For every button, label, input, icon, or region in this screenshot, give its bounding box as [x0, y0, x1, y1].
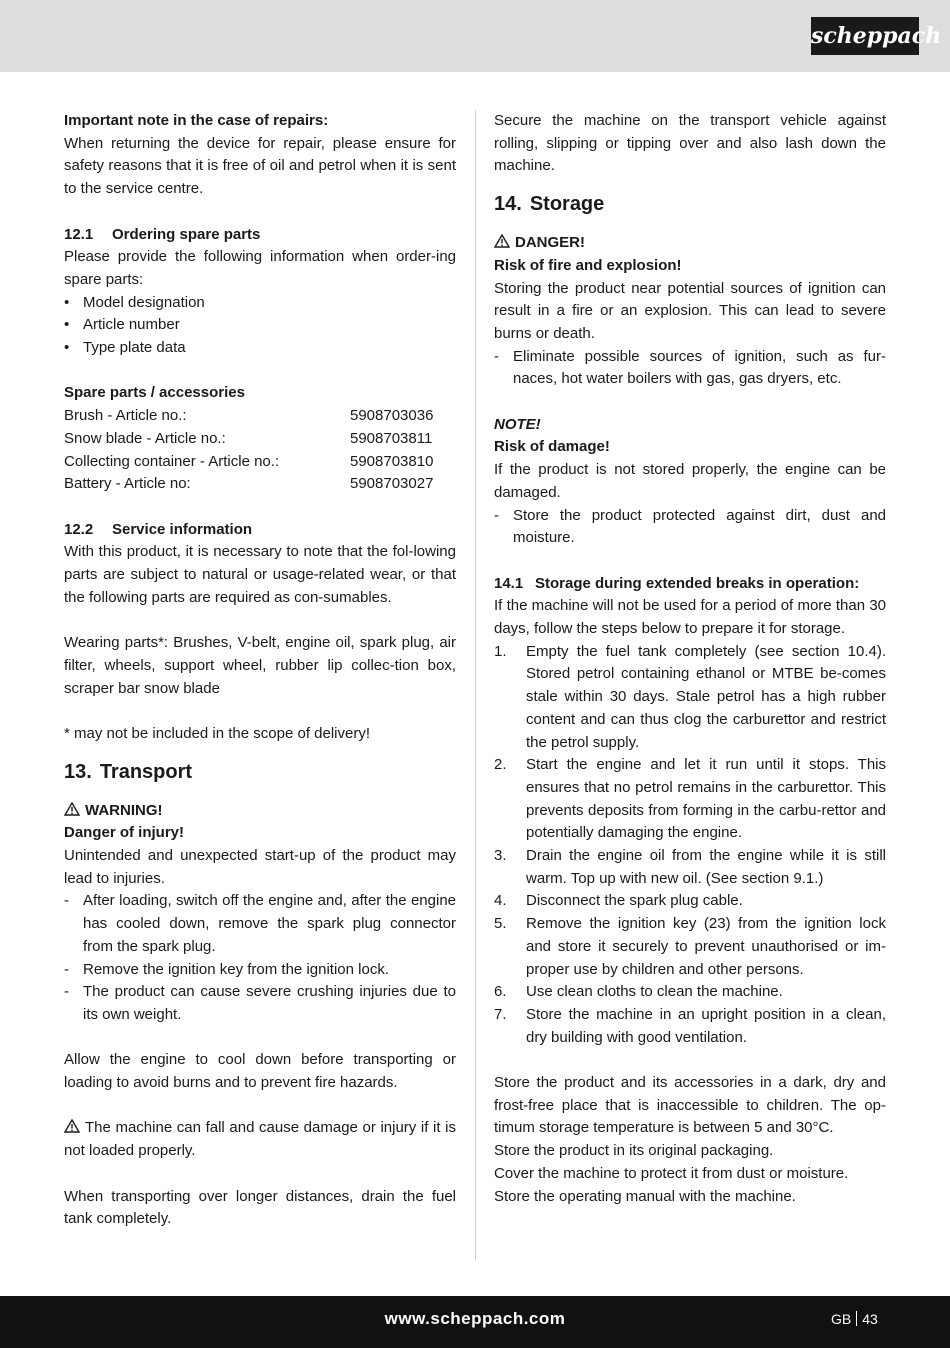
repair-note-text: When returning the device for repair, please ensure for safety reasons that it is free of oil and petrol when it is sent to the service centre.	[64, 134, 456, 198]
warning-title: Danger of injury!	[64, 824, 185, 842]
parts-table-title: Spare parts / accessories	[64, 384, 245, 402]
section-title: Service information	[112, 520, 253, 538]
table-row: Snow blade - Article no.: 5908703811	[64, 429, 433, 447]
list-item: - The product can cause severe crushing injuries due to its own weight.	[64, 983, 456, 1023]
list-item: - Remove the ignition key from the ignition lock.	[64, 960, 389, 978]
section-number: 12.1	[64, 225, 94, 243]
section-12-1-heading	[64, 224, 456, 247]
language-code: GB	[831, 1311, 852, 1327]
closing-text: Store the product and its accessories in a dark, dry and frost-free place that is inaccessible to children. The op-timum storage temperature is between 5 and 30°C.	[494, 1074, 886, 1137]
website-link[interactable]: www.scheppach.com	[384, 1309, 566, 1328]
note-label: NOTE!	[494, 415, 541, 433]
warning-triangle-icon	[64, 1119, 80, 1133]
closing-line-manual: Store the operating manual with the machine.	[494, 1187, 796, 1205]
warning-text: Unintended and unexpected start-up of the product may lead to injuries.	[64, 847, 456, 887]
section-12-2-heading	[64, 519, 456, 542]
section-title: Transport	[99, 760, 193, 783]
secure-machine-text: Secure the machine on the transport vehicle against rolling, slipping or tipping over and also lash down the machine.	[494, 112, 886, 175]
cool-down-text: Allow the engine to cool down before transporting or loading to avoid burns and to prevent fire hazards.	[64, 1051, 456, 1092]
list-item: 5. Remove the ignition key (23) from the ignition lock and store it securely to prevent unauthorised or im-proper use by children and other persons.	[494, 915, 886, 978]
danger-title: Risk of fire and explosion!	[494, 256, 682, 274]
warning-label: WARNING!	[64, 800, 456, 823]
warning-triangle-icon	[64, 802, 80, 816]
table-row: Brush - Article no.: 5908703036	[64, 407, 434, 425]
fall-warning-text: The machine can fall and cause damage or injury if it is not loaded properly.	[64, 1119, 456, 1160]
danger-label: DANGER!	[494, 232, 886, 255]
page-header	[0, 0, 950, 72]
storage-intro-text: If the machine will not be used for a period of more than 30 days, follow the steps below to prepare it for storage.	[494, 597, 886, 638]
page-number: 43	[862, 1311, 878, 1327]
list-item: • Model designation	[64, 293, 205, 311]
note-title: Risk of damage!	[494, 438, 610, 456]
spare-parts-intro: Please provide the following information when order-ing spare parts:	[64, 248, 456, 288]
list-item: 2. Start the engine and let it run until it stops. This ensures that no petrol remains in the carburettor. This prevents deposits from forming in the carbu-rettor and potentially damaging the engine.	[494, 756, 886, 842]
danger-list	[494, 346, 886, 391]
delivery-note: * may not be included in the scope of delivery!	[64, 724, 371, 742]
section-title: Storage	[529, 193, 605, 216]
warning-list	[64, 890, 456, 1026]
drain-fuel-text: When transporting over longer distances, drain the fuel tank completely.	[64, 1187, 456, 1228]
warning-triangle-icon	[494, 234, 510, 248]
section-title: Storage during extended breaks in operation:	[535, 574, 860, 592]
repair-note-title: Important note in the case of repairs:	[64, 112, 329, 129]
section-14-1-heading	[494, 573, 886, 596]
section-number: 13.	[64, 760, 92, 783]
section-number: 14.	[494, 193, 522, 216]
note-text: If the product is not stored properly, the engine can be damaged.	[494, 461, 886, 501]
list-item: 6. Use clean cloths to clean the machine.	[494, 983, 783, 1001]
list-item: 1. Empty the fuel tank completely (see section 10.4). Stored petrol containing ethanol or MTBE be-comes stale within 30 days. Stale petrol has a high rubber content and can thus clog the carburettor and restrict the petrol supply.	[494, 642, 886, 751]
left-column	[64, 110, 456, 1231]
note-list	[494, 505, 886, 550]
spare-parts-table	[64, 405, 456, 496]
section-14-heading	[494, 190, 886, 218]
list-item: 3. Drain the engine oil from the engine while it is still warm. Top up with new oil. (See section 9.1.)	[494, 847, 886, 887]
column-divider	[475, 110, 476, 1260]
table-row: Collecting container - Article no.: 5908703810	[64, 452, 434, 470]
list-item: - Store the product protected against dirt, dust and moisture.	[494, 506, 886, 547]
list-item: 7. Store the machine in an upright position in a clean, dry building with good ventilation.	[494, 1005, 886, 1046]
section-number: 14.1	[494, 574, 524, 592]
wearing-parts-text: Wearing parts*: Brushes, V-belt, engine oil, spark plug, air filter, wheels, support wheel, rubber lip collec-tion box, scraper bar snow blade	[64, 634, 456, 697]
section-13-heading	[64, 758, 456, 786]
list-item: - After loading, switch off the engine and, after the engine has cooled down, remove the spark plug connector from the spark plug.	[64, 892, 456, 955]
service-info-text: With this product, it is necessary to note that the fol-lowing parts are subject to natural or usage-related wear, or that the following parts are required as con-sumables.	[64, 543, 456, 606]
section-number: 12.2	[64, 520, 94, 538]
danger-text: Storing the product near potential sources of ignition can result in a fire or an explosion. This can lead to severe burns or death.	[494, 279, 886, 342]
page-footer	[0, 1296, 950, 1348]
section-title: Ordering spare parts	[112, 225, 261, 243]
closing-line-packaging: Store the product in its original packaging.	[494, 1142, 774, 1160]
list-item: • Type plate data	[64, 339, 186, 357]
spare-parts-info-list	[64, 292, 456, 360]
table-row: Battery - Article no: 5908703027	[64, 475, 434, 493]
list-item: • Article number	[64, 316, 180, 334]
list-item: 4. Disconnect the spark plug cable.	[494, 892, 743, 910]
storage-steps-list	[494, 641, 886, 1050]
page-indicator	[831, 1311, 878, 1327]
closing-line-cover: Cover the machine to protect it from dust or moisture.	[494, 1164, 849, 1182]
list-item: - Eliminate possible sources of ignition, such as fur-naces, hot water boilers with gas, gas dryers, etc.	[494, 347, 886, 388]
scheppach-logo: scheppach	[811, 17, 919, 55]
right-column	[494, 110, 886, 1208]
